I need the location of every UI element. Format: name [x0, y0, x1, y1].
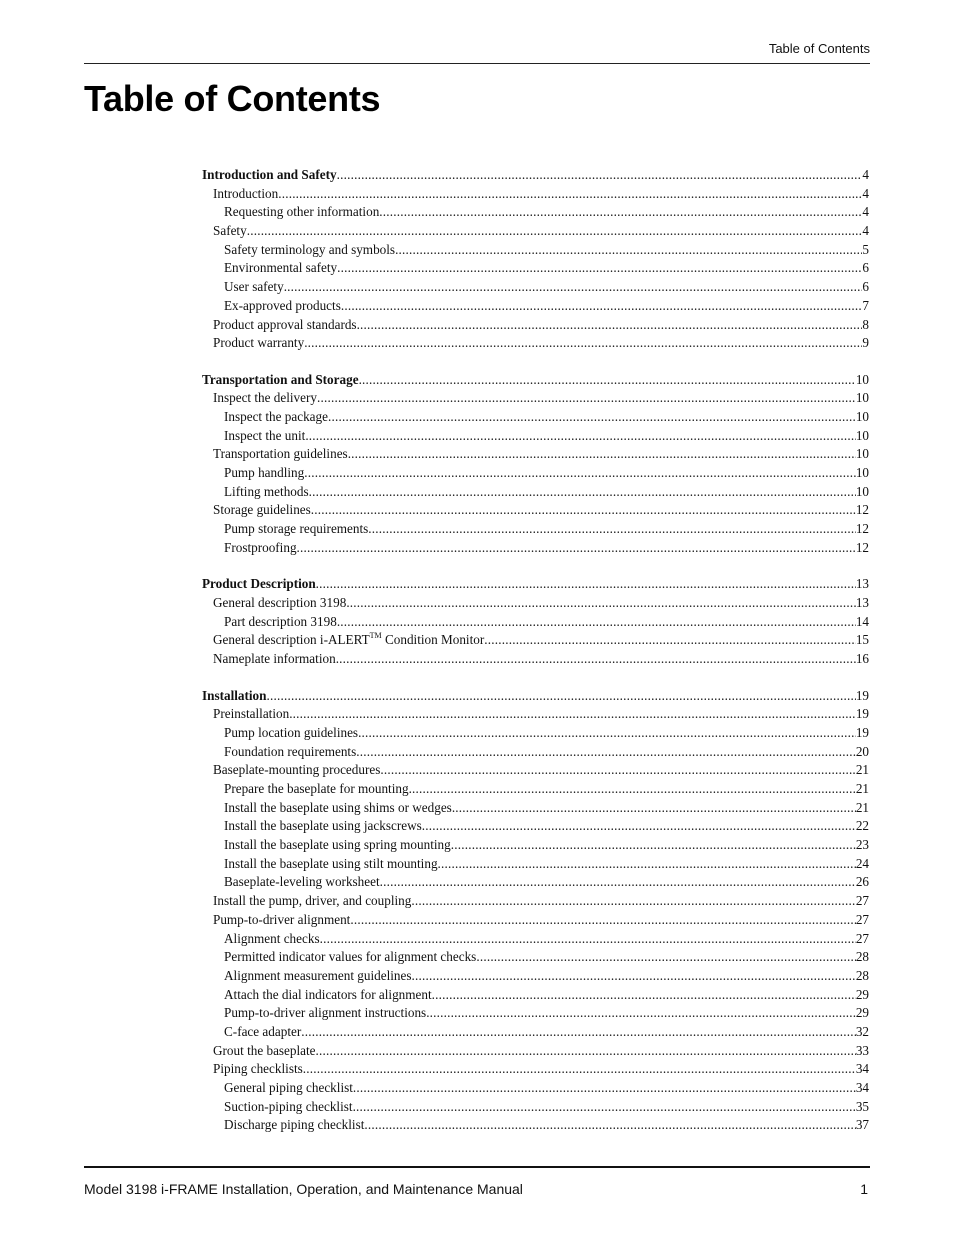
toc-entry-title-text: C-face adapter — [224, 1023, 302, 1039]
toc-section-entry[interactable] — [202, 575, 869, 594]
toc-page-number: 29 — [855, 986, 869, 1002]
dot-leader — [341, 297, 863, 316]
dot-leader — [409, 780, 856, 799]
dot-leader — [301, 1023, 856, 1042]
toc-entry-title — [224, 483, 309, 502]
toc-entry-title — [224, 613, 337, 632]
toc-subsection-entry[interactable] — [202, 334, 869, 353]
toc-page-number: 8 — [862, 316, 869, 332]
toc-entry-title-text: Foundation requirements — [224, 743, 357, 759]
toc-subsection-entry[interactable] — [202, 892, 869, 911]
toc-subsection-entry[interactable] — [202, 445, 869, 464]
toc-topic-entry[interactable] — [202, 1079, 869, 1098]
dot-leader — [247, 222, 863, 241]
toc-entry-title — [202, 575, 316, 594]
toc-entry-title — [224, 948, 476, 967]
toc-page-number: 28 — [855, 967, 869, 983]
toc-page-number: 32 — [855, 1023, 869, 1039]
toc-subsection-entry[interactable] — [202, 761, 869, 780]
toc-entry-title-text: User safety — [224, 279, 284, 295]
header-rule — [84, 63, 870, 64]
toc-topic-entry[interactable] — [202, 930, 869, 949]
toc-page-number: 4 — [862, 204, 869, 220]
toc-entry-title-text: Preinstallation — [213, 706, 290, 722]
dot-leader — [304, 334, 862, 353]
toc-entry-title-text: General description i-ALERT — [213, 632, 370, 648]
toc-page-number: 19 — [855, 724, 869, 740]
footer-page-number: 1 — [860, 1181, 868, 1197]
toc-topic-entry[interactable] — [202, 297, 869, 316]
toc-page-number: 34 — [855, 1061, 869, 1077]
toc-entry-title-text: Introduction and Safety — [202, 167, 337, 182]
dot-leader — [303, 1060, 856, 1079]
toc-page-number: 10 — [855, 446, 869, 462]
toc-page-number: 9 — [862, 335, 869, 351]
toc-page-number: 4 — [862, 223, 869, 239]
dot-leader — [304, 464, 856, 483]
dot-leader — [337, 613, 856, 632]
toc-topic-entry[interactable] — [202, 967, 869, 986]
dot-leader — [336, 650, 856, 669]
toc-subsection-entry[interactable] — [202, 1042, 869, 1061]
toc-entry-title-text: Nameplate information — [213, 651, 336, 667]
toc-entry-title — [224, 427, 305, 446]
dot-leader — [350, 911, 855, 930]
toc-entry-title — [213, 761, 380, 780]
toc-page-number: 34 — [855, 1080, 869, 1096]
toc-topic-entry[interactable] — [202, 241, 869, 260]
toc-entry-title — [213, 650, 336, 669]
dot-leader — [328, 408, 856, 427]
toc-entry-title-text: Alignment measurement guidelines — [224, 967, 412, 983]
toc-section — [202, 166, 869, 353]
dot-leader — [348, 445, 856, 464]
toc-page-number: 4 — [862, 185, 869, 201]
dot-leader — [380, 761, 855, 780]
toc-page-number: 22 — [855, 818, 869, 834]
dot-leader — [411, 892, 855, 911]
toc-topic-entry[interactable] — [202, 743, 869, 762]
dot-leader — [317, 389, 856, 408]
dot-leader — [316, 575, 856, 594]
toc-entry-title — [224, 520, 368, 539]
toc-entry-title — [213, 705, 289, 724]
toc-subsection-entry[interactable] — [202, 594, 869, 613]
dot-leader — [267, 687, 856, 706]
toc-page-number: 10 — [855, 427, 869, 443]
toc-section — [202, 687, 869, 1136]
toc-entry-title-text: Inspect the unit — [224, 427, 306, 443]
toc-subsection-entry[interactable] — [202, 705, 869, 724]
dot-leader — [346, 594, 856, 613]
toc-topic-entry[interactable] — [202, 1023, 869, 1042]
toc-entry-title-text: Safety terminology and symbols — [224, 241, 396, 257]
toc-page-number: 10 — [855, 465, 869, 481]
footer-manual-title: Model 3198 i-FRAME Installation, Operation, and Maintenance Manual — [84, 1181, 523, 1197]
dot-leader — [451, 836, 856, 855]
toc-page-number: 15 — [855, 632, 869, 648]
toc-entry-title — [213, 185, 278, 204]
toc-section-entry[interactable] — [202, 687, 869, 706]
toc-page-number: 27 — [855, 911, 869, 927]
toc-entry-title-text: Baseplate-leveling worksheet — [224, 874, 380, 890]
toc-entry-title-text: Pump storage requirements — [224, 521, 369, 537]
dot-leader — [278, 185, 862, 204]
toc-entry-title-text: General description 3198 — [213, 595, 347, 611]
toc-page-number: 19 — [855, 706, 869, 722]
running-header-title: Table of Contents — [768, 41, 870, 56]
toc-entry-title-text: Piping checklists — [213, 1061, 303, 1077]
dot-leader — [422, 817, 856, 836]
dot-leader — [284, 278, 863, 297]
toc-entry-title-text: Inspect the delivery — [213, 390, 317, 406]
toc-page-number: 13 — [855, 595, 869, 611]
toc-topic-entry[interactable] — [202, 1004, 869, 1023]
dot-leader — [426, 1004, 856, 1023]
toc-page-number: 21 — [855, 762, 869, 778]
toc-page-number: 12 — [855, 539, 869, 555]
footer-rule — [84, 1166, 870, 1168]
toc-topic-entry[interactable] — [202, 539, 869, 558]
toc-subsection-entry[interactable] — [202, 222, 869, 241]
toc-topic-entry[interactable] — [202, 408, 869, 427]
toc-topic-entry[interactable] — [202, 520, 869, 539]
dot-leader — [364, 1116, 855, 1135]
toc-entry-title-text: Inspect the package — [224, 409, 328, 425]
toc-entry-title-text: Grout the baseplate — [213, 1042, 316, 1058]
dot-leader — [432, 986, 856, 1005]
toc-subsection-entry[interactable] — [202, 650, 869, 669]
toc-topic-entry[interactable] — [202, 948, 869, 967]
dot-leader — [412, 967, 856, 986]
toc-subsection-entry[interactable] — [202, 911, 869, 930]
toc-page-number: 5 — [862, 241, 869, 257]
toc-entry-title-text: Pump location guidelines — [224, 724, 359, 740]
toc-entry-title — [224, 780, 409, 799]
toc-entry-title-text: Pump handling — [224, 465, 305, 481]
dot-leader — [438, 855, 856, 874]
toc-entry-title — [224, 1023, 301, 1042]
toc-entry-title — [224, 408, 328, 427]
toc-entry-title-text: Transportation guidelines — [213, 446, 348, 462]
dot-leader — [305, 427, 856, 446]
toc-entry-title — [224, 743, 356, 762]
toc-entry-title-text: Safety — [213, 223, 247, 239]
trademark-superscript: TM — [369, 631, 382, 641]
toc-entry-title — [213, 911, 350, 930]
toc-topic-entry[interactable] — [202, 427, 869, 446]
toc-topic-entry[interactable] — [202, 464, 869, 483]
toc-entry-title-text: Permitted indicator values for alignment checks — [224, 949, 477, 965]
toc-entry-title-text: Pump-to-driver alignment instructions — [224, 1005, 427, 1021]
toc-entry-title — [202, 687, 267, 706]
dot-leader — [337, 259, 862, 278]
toc-entry-title-text: Baseplate-mounting procedures — [213, 762, 381, 778]
toc-entry-title-text: Part description 3198 — [224, 613, 337, 629]
toc-page-number: 37 — [855, 1117, 869, 1133]
toc-entry-title-text: Alignment checks — [224, 930, 320, 946]
toc-entry-title — [224, 930, 320, 949]
dot-leader — [380, 873, 856, 892]
toc-topic-entry[interactable] — [202, 855, 869, 874]
toc-entry-title-text: Frostproofing — [224, 539, 297, 555]
toc-page-number: 23 — [855, 837, 869, 853]
dot-leader — [476, 948, 855, 967]
dot-leader — [311, 501, 856, 520]
toc-entry-title — [213, 334, 304, 353]
toc-page-number: 12 — [855, 502, 869, 518]
toc-entry-title — [224, 1004, 426, 1023]
toc-entry-title-text: Product Description — [202, 576, 316, 592]
dot-leader — [353, 1079, 856, 1098]
toc-entry-title-suffix: Condition Monitor — [381, 632, 485, 648]
toc-subsection-entry[interactable] — [202, 389, 869, 408]
dot-leader — [337, 166, 863, 185]
toc-entry-title-text: Install the baseplate using spring mounting — [224, 837, 451, 853]
toc-page-number: 35 — [855, 1098, 869, 1114]
toc-entry-title — [213, 1042, 316, 1061]
toc-section-entry[interactable] — [202, 166, 869, 185]
dot-leader — [368, 520, 856, 539]
toc-topic-entry[interactable] — [202, 1098, 869, 1117]
toc-entry-title-text: Product warranty — [213, 335, 305, 351]
toc-entry-title-text: Pump-to-driver alignment — [213, 911, 351, 927]
toc-entry-title — [224, 203, 379, 222]
toc-entry-title-text: Product approval standards — [213, 316, 357, 332]
toc-entry-title — [213, 316, 357, 335]
toc-page-number: 19 — [855, 687, 869, 703]
toc-topic-entry[interactable] — [202, 1116, 869, 1135]
toc-page-number: 6 — [862, 279, 869, 295]
dot-leader — [320, 930, 856, 949]
toc-entry-title-text: Install the baseplate using shims or wedges — [224, 799, 452, 815]
toc-entry-title — [224, 1098, 353, 1117]
toc-entry-title-text: Installation — [202, 687, 267, 703]
toc-entry-title — [224, 836, 451, 855]
toc-subsection-entry[interactable] — [202, 1060, 869, 1079]
toc-page-number: 27 — [855, 893, 869, 909]
toc-page-number: 20 — [855, 743, 869, 759]
toc-entry-title — [213, 594, 346, 613]
toc-page-number: 24 — [855, 855, 869, 871]
dot-leader — [289, 705, 856, 724]
toc-entry-title — [224, 817, 422, 836]
toc-page-number: 26 — [855, 874, 869, 890]
toc-page-number: 10 — [855, 390, 869, 406]
toc-page-number: 27 — [855, 930, 869, 946]
toc-entry-title — [213, 892, 411, 911]
toc-page-number: 13 — [855, 576, 869, 592]
toc-topic-entry[interactable] — [202, 986, 869, 1005]
dot-leader — [379, 203, 862, 222]
dot-leader — [316, 1042, 856, 1061]
dot-leader — [356, 743, 856, 762]
toc-entry-title — [213, 389, 317, 408]
toc-topic-entry[interactable] — [202, 278, 869, 297]
toc-topic-entry[interactable] — [202, 780, 869, 799]
toc-entry-title — [224, 724, 358, 743]
toc-topic-entry[interactable] — [202, 724, 869, 743]
toc-page-number: 10 — [855, 483, 869, 499]
toc-page-number: 28 — [855, 949, 869, 965]
toc-entry-title-text: Install the baseplate using stilt mounting — [224, 855, 438, 871]
dot-leader — [297, 539, 856, 558]
table-of-contents — [202, 166, 869, 1153]
toc-page-number: 29 — [855, 1005, 869, 1021]
toc-entry-title-text: Ex-approved products — [224, 297, 341, 313]
toc-entry-title — [224, 278, 284, 297]
toc-entry-title — [202, 166, 337, 185]
toc-entry-title — [213, 631, 484, 650]
toc-entry-title — [224, 873, 380, 892]
toc-entry-title-text: Install the pump, driver, and coupling — [213, 893, 412, 909]
toc-entry-title-text: Prepare the baseplate for mounting — [224, 781, 409, 797]
dot-leader — [357, 316, 863, 335]
toc-entry-title — [224, 241, 395, 260]
toc-entry-title-text: Lifting methods — [224, 483, 309, 499]
toc-page-number: 4 — [862, 167, 869, 182]
toc-entry-title — [224, 799, 452, 818]
toc-entry-title — [224, 1116, 364, 1135]
toc-entry-title-text: Install the baseplate using jackscrews — [224, 818, 422, 834]
toc-entry-title — [224, 986, 432, 1005]
toc-entry-title — [224, 259, 337, 278]
toc-entry-title-text: General piping checklist — [224, 1080, 353, 1096]
toc-entry-title — [213, 445, 348, 464]
toc-topic-entry[interactable] — [202, 817, 869, 836]
toc-page-number: 10 — [855, 371, 869, 387]
toc-entry-title-text: Storage guidelines — [213, 502, 311, 518]
toc-entry-title — [224, 297, 341, 316]
toc-page-number: 6 — [862, 260, 869, 276]
toc-section-entry[interactable] — [202, 371, 869, 390]
toc-subsection-entry[interactable] — [202, 185, 869, 204]
dot-leader — [353, 1098, 856, 1117]
dot-leader — [452, 799, 856, 818]
toc-entry-title — [224, 464, 304, 483]
toc-entry-title — [213, 222, 247, 241]
dot-leader — [358, 724, 856, 743]
toc-entry-title-text: Transportation and Storage — [202, 371, 359, 387]
dot-leader — [309, 483, 856, 502]
toc-topic-entry[interactable] — [202, 203, 869, 222]
toc-topic-entry[interactable] — [202, 483, 869, 502]
toc-topic-entry[interactable] — [202, 799, 869, 818]
toc-entry-title — [224, 855, 438, 874]
toc-page-number: 10 — [855, 409, 869, 425]
dot-leader — [484, 631, 856, 650]
dot-leader — [395, 241, 862, 260]
dot-leader — [359, 371, 856, 390]
toc-page-number: 14 — [855, 613, 869, 629]
toc-entry-title-text: Environmental safety — [224, 260, 338, 276]
toc-entry-title — [213, 1060, 303, 1079]
toc-subsection-entry[interactable] — [202, 316, 869, 335]
toc-entry-title-text: Suction-piping checklist — [224, 1098, 353, 1114]
toc-entry-title — [224, 539, 297, 558]
toc-entry-title-text: Requesting other information — [224, 204, 380, 220]
toc-entry-title-text: Discharge piping checklist — [224, 1117, 365, 1133]
toc-entry-title — [213, 501, 311, 520]
toc-page-number: 21 — [855, 781, 869, 797]
toc-topic-entry[interactable] — [202, 613, 869, 632]
toc-entry-title-text: Attach the dial indicators for alignment — [224, 986, 432, 1002]
toc-page-number: 16 — [855, 651, 869, 667]
toc-subsection-entry[interactable] — [202, 501, 869, 520]
toc-page-number: 21 — [855, 799, 869, 815]
toc-entry-title — [202, 371, 359, 390]
toc-entry-title — [224, 1079, 353, 1098]
toc-page-number: 33 — [855, 1042, 869, 1058]
page-title: Table of Contents — [84, 78, 381, 119]
toc-topic-entry[interactable] — [202, 259, 869, 278]
toc-topic-entry[interactable] — [202, 873, 869, 892]
toc-page-number: 12 — [855, 521, 869, 537]
toc-topic-entry[interactable] — [202, 836, 869, 855]
toc-section — [202, 575, 869, 668]
toc-page-number: 7 — [862, 297, 869, 313]
toc-subsection-entry[interactable] — [202, 631, 869, 650]
toc-section — [202, 371, 869, 558]
toc-entry-title — [224, 967, 412, 986]
toc-entry-title-text: Introduction — [213, 185, 279, 201]
